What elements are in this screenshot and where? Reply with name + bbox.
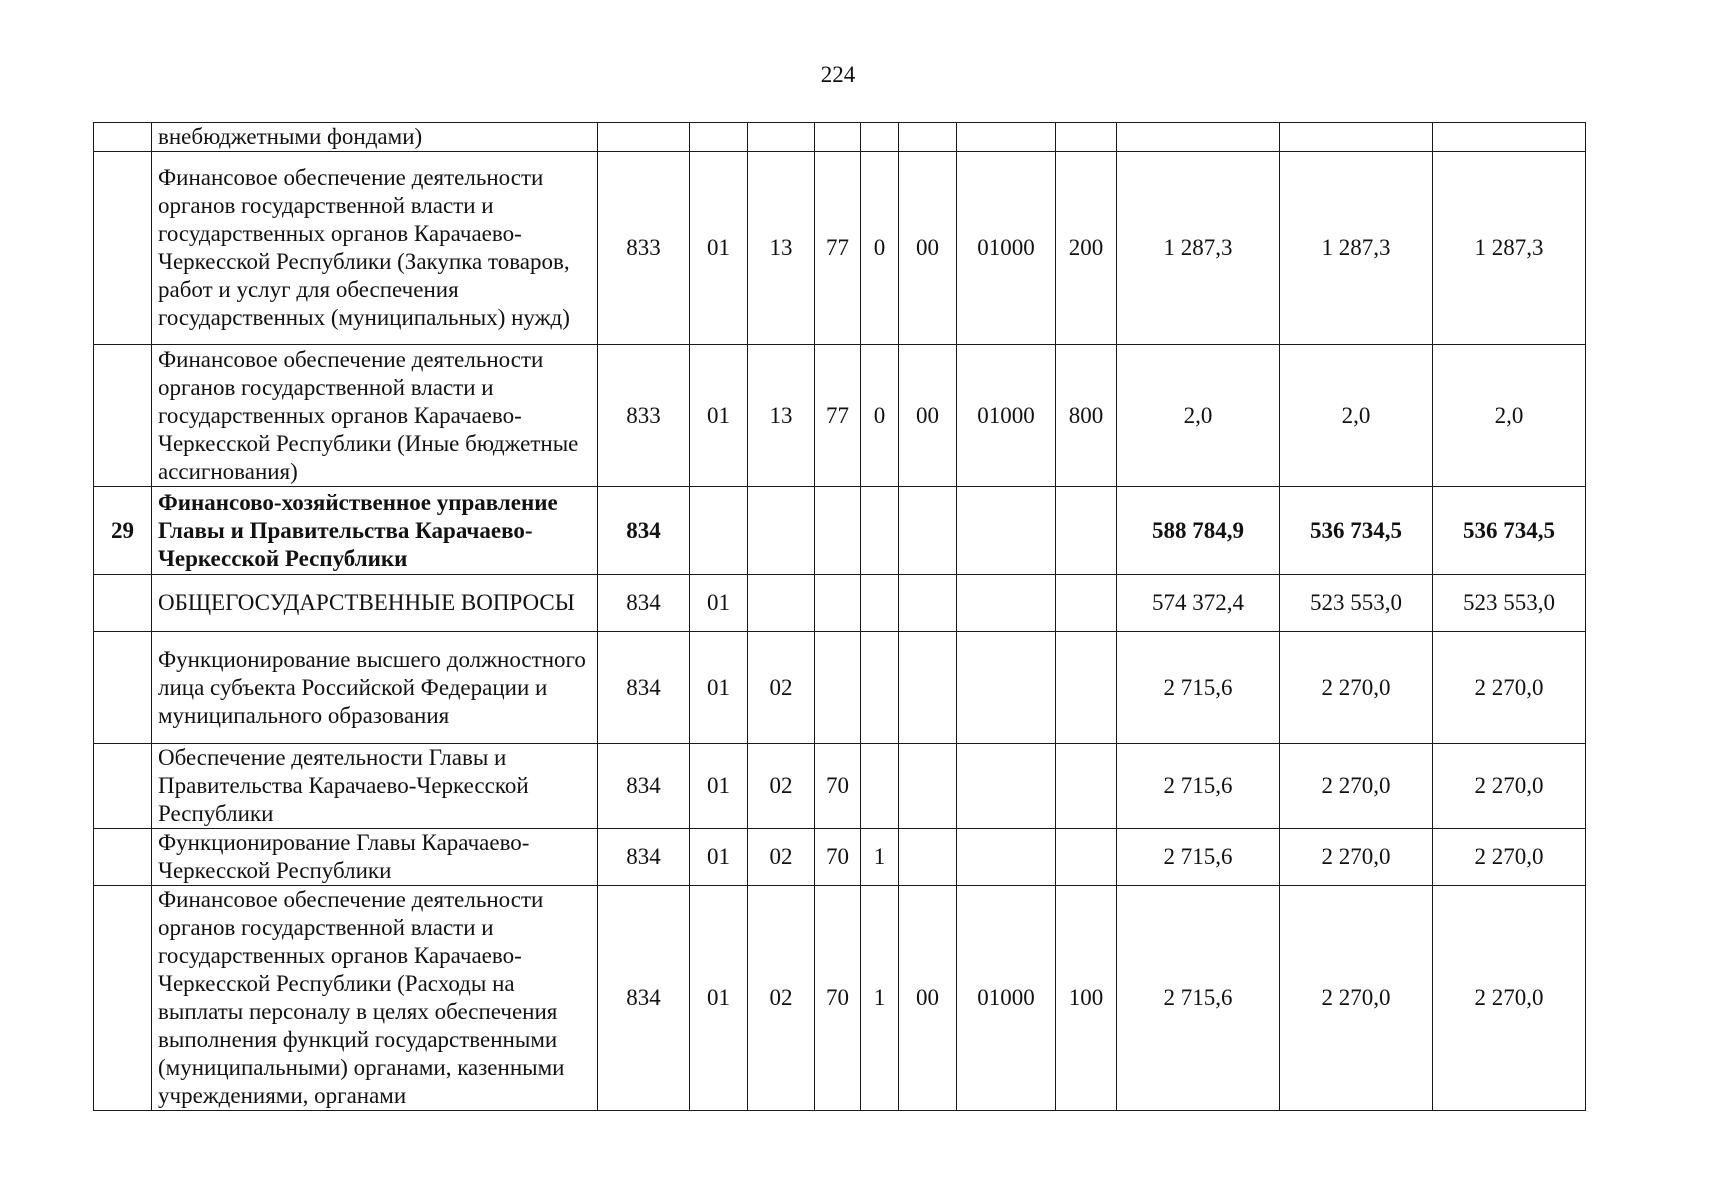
subprogram-code-cell — [861, 744, 899, 829]
amount-year1-cell: 2 715,6 — [1117, 829, 1280, 886]
amount-year3-cell: 2 270,0 — [1433, 829, 1586, 886]
section-code-cell: 01 — [690, 886, 748, 1111]
section-code-cell: 01 — [690, 575, 748, 632]
amount-year3-cell: 523 553,0 — [1433, 575, 1586, 632]
row-number-cell — [94, 575, 152, 632]
item-name-cell: Финансовое обеспечение деятельности органов государственной власти и государственных органов Карачаево-Черкесской Республики (Расходы на выплаты персоналу в целях обеспечения выполнения функций государственными (муниципальными) органами, казенными учреждениями, органами — [152, 886, 598, 1111]
row-number-cell — [94, 123, 152, 152]
expense-type-code-cell — [1056, 632, 1117, 744]
program-code-cell: 70 — [815, 886, 861, 1111]
activity-code-cell — [899, 575, 957, 632]
activity-code-cell — [899, 123, 957, 152]
expense-type-code-cell — [1056, 123, 1117, 152]
amount-year2-cell: 1 287,3 — [1280, 152, 1433, 345]
activity-code-cell — [899, 632, 957, 744]
amount-year3-cell: 1 287,3 — [1433, 152, 1586, 345]
expense-type-code-cell — [1056, 575, 1117, 632]
subprogram-code-cell — [861, 487, 899, 575]
expense-type-code-cell — [1056, 744, 1117, 829]
table-row — [94, 345, 1586, 487]
department-code-cell: 833 — [598, 152, 690, 345]
subprogram-code-cell: 1 — [861, 829, 899, 886]
table-row — [94, 575, 1586, 632]
amount-year1-cell — [1117, 123, 1280, 152]
amount-year1-cell: 2 715,6 — [1117, 886, 1280, 1111]
amount-year2-cell: 523 553,0 — [1280, 575, 1433, 632]
expense-type-code-cell — [1056, 829, 1117, 886]
amount-year2-cell: 2 270,0 — [1280, 886, 1433, 1111]
subsection-code-cell: 02 — [748, 744, 815, 829]
section-code-cell: 01 — [690, 829, 748, 886]
section-code-cell: 01 — [690, 345, 748, 487]
department-code-cell: 834 — [598, 632, 690, 744]
amount-year1-cell: 588 784,9 — [1117, 487, 1280, 575]
item-name-cell: Финансовое обеспечение деятельности органов государственной власти и государственных органов Карачаево-Черкесской Республики (Иные бюджетные ассигнования) — [152, 345, 598, 487]
amount-year2-cell — [1280, 123, 1433, 152]
direction-code-cell — [957, 632, 1056, 744]
activity-code-cell: 00 — [899, 886, 957, 1111]
subprogram-code-cell — [861, 575, 899, 632]
direction-code-cell — [957, 829, 1056, 886]
program-code-cell — [815, 632, 861, 744]
activity-code-cell: 00 — [899, 345, 957, 487]
department-code-cell: 834 — [598, 487, 690, 575]
budget-table — [93, 122, 1586, 1111]
subsection-code-cell: 02 — [748, 829, 815, 886]
expense-type-code-cell — [1056, 487, 1117, 575]
amount-year2-cell: 2 270,0 — [1280, 632, 1433, 744]
row-number-cell — [94, 829, 152, 886]
department-code-cell: 834 — [598, 744, 690, 829]
subsection-code-cell — [748, 487, 815, 575]
department-code-cell — [598, 123, 690, 152]
row-number-cell — [94, 744, 152, 829]
subprogram-code-cell: 0 — [861, 152, 899, 345]
direction-code-cell — [957, 744, 1056, 829]
amount-year1-cell: 1 287,3 — [1117, 152, 1280, 345]
row-number-cell — [94, 345, 152, 487]
page-number: 224 — [820, 62, 856, 87]
direction-code-cell: 01000 — [957, 345, 1056, 487]
department-code-cell: 834 — [598, 829, 690, 886]
expense-type-code-cell: 200 — [1056, 152, 1117, 345]
program-code-cell: 70 — [815, 744, 861, 829]
table-body — [94, 123, 1586, 1111]
amount-year1-cell: 2 715,6 — [1117, 744, 1280, 829]
expense-type-code-cell: 800 — [1056, 345, 1117, 487]
item-name-cell: внебюджетными фондами) — [152, 123, 598, 152]
item-name-cell: Финансово-хозяйственное управление Главы и Правительства Карачаево-Черкесской Республики — [152, 487, 598, 575]
expense-type-code-cell: 100 — [1056, 886, 1117, 1111]
subsection-code-cell — [748, 123, 815, 152]
program-code-cell — [815, 487, 861, 575]
item-name-cell: Функционирование высшего должностного лица субъекта Российской Федерации и муниципального образования — [152, 632, 598, 744]
table-row — [94, 487, 1586, 575]
direction-code-cell: 01000 — [957, 152, 1056, 345]
section-code-cell — [690, 123, 748, 152]
amount-year3-cell: 2 270,0 — [1433, 632, 1586, 744]
direction-code-cell — [957, 575, 1056, 632]
item-name-cell: Функционирование Главы Карачаево-Черкесской Республики — [152, 829, 598, 886]
row-number-cell: 29 — [94, 487, 152, 575]
department-code-cell: 834 — [598, 886, 690, 1111]
activity-code-cell: 00 — [899, 152, 957, 345]
amount-year1-cell: 2 715,6 — [1117, 632, 1280, 744]
program-code-cell: 70 — [815, 829, 861, 886]
subsection-code-cell — [748, 575, 815, 632]
item-name-cell: ОБЩЕГОСУДАРСТВЕННЫЕ ВОПРОСЫ — [152, 575, 598, 632]
amount-year2-cell: 536 734,5 — [1280, 487, 1433, 575]
table-row — [94, 152, 1586, 345]
amount-year1-cell: 574 372,4 — [1117, 575, 1280, 632]
activity-code-cell — [899, 744, 957, 829]
table-row — [94, 886, 1586, 1111]
department-code-cell: 834 — [598, 575, 690, 632]
direction-code-cell — [957, 123, 1056, 152]
item-name-cell: Обеспечение деятельности Главы и Правительства Карачаево-Черкесской Республики — [152, 744, 598, 829]
amount-year3-cell: 2 270,0 — [1433, 744, 1586, 829]
section-code-cell — [690, 487, 748, 575]
program-code-cell: 77 — [815, 345, 861, 487]
amount-year3-cell: 2 270,0 — [1433, 886, 1586, 1111]
subprogram-code-cell: 0 — [861, 345, 899, 487]
subprogram-code-cell: 1 — [861, 886, 899, 1111]
section-code-cell: 01 — [690, 744, 748, 829]
row-number-cell — [94, 632, 152, 744]
amount-year2-cell: 2 270,0 — [1280, 829, 1433, 886]
subprogram-code-cell — [861, 632, 899, 744]
program-code-cell — [815, 123, 861, 152]
amount-year3-cell: 2,0 — [1433, 345, 1586, 487]
row-number-cell — [94, 886, 152, 1111]
item-name-cell: Финансовое обеспечение деятельности органов государственной власти и государственных органов Карачаево-Черкесской Республики (Закупка товаров, работ и услуг для обеспечения государственных (муниципальных) нужд) — [152, 152, 598, 345]
table-row — [94, 123, 1586, 152]
direction-code-cell: 01000 — [957, 886, 1056, 1111]
department-code-cell: 833 — [598, 345, 690, 487]
amount-year3-cell — [1433, 123, 1586, 152]
table-row — [94, 632, 1586, 744]
table-row — [94, 829, 1586, 886]
subsection-code-cell: 13 — [748, 345, 815, 487]
direction-code-cell — [957, 487, 1056, 575]
amount-year2-cell: 2 270,0 — [1280, 744, 1433, 829]
program-code-cell: 77 — [815, 152, 861, 345]
activity-code-cell — [899, 829, 957, 886]
row-number-cell — [94, 152, 152, 345]
table-row — [94, 744, 1586, 829]
amount-year1-cell: 2,0 — [1117, 345, 1280, 487]
subsection-code-cell: 02 — [748, 886, 815, 1111]
section-code-cell: 01 — [690, 152, 748, 345]
activity-code-cell — [899, 487, 957, 575]
program-code-cell — [815, 575, 861, 632]
amount-year3-cell: 536 734,5 — [1433, 487, 1586, 575]
subsection-code-cell: 13 — [748, 152, 815, 345]
subprogram-code-cell — [861, 123, 899, 152]
subsection-code-cell: 02 — [748, 632, 815, 744]
amount-year2-cell: 2,0 — [1280, 345, 1433, 487]
section-code-cell: 01 — [690, 632, 748, 744]
